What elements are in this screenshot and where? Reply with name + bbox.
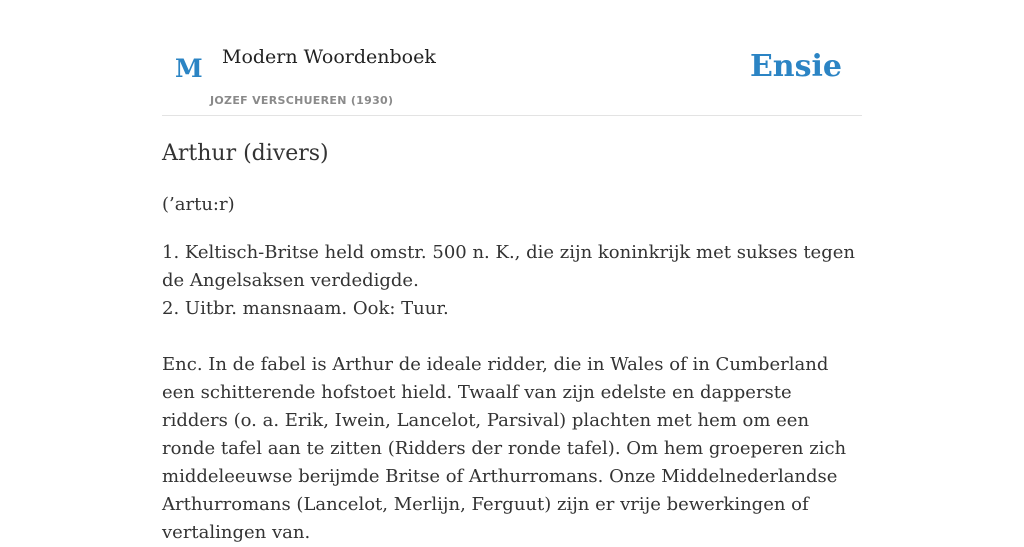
book-author: JOZEF VERSCHUEREN (1930): [210, 94, 394, 107]
definition-item: 1. Keltisch-Britse held omstr. 500 n. K., die zijn koninkrijk met sukses tegen de Angelsaksen verdedigde.: [162, 242, 855, 291]
book-logo-icon[interactable]: M: [175, 54, 203, 83]
ensie-logo-link[interactable]: Ensie: [749, 49, 842, 84]
entry-definitions: [162, 239, 862, 323]
encyclopedia-text: Enc. In de fabel is Arthur de ideale ridder, die in Wales of in Cumberland een schitterende hofstoet hield. Twaalf van zijn edelste en dapperste ridders (o. a. Erik, Iwein, Lancelot, Parsival) plachten met hem om een ronde tafel aan te zitten (Ridders der ronde tafel). Om hem groeperen zich middeleeuwse berijmde Britse of Arthurromans. Onze Middelnederlandse Arthurromans (Lancelot, Merlijn, Ferguut) zijn er vrije bewerkingen of vertalingen van.: [162, 354, 847, 543]
book-title-link[interactable]: Modern Woordenboek: [222, 46, 436, 68]
entry-title: Arthur (divers): [162, 141, 329, 166]
definition-item: 2. Uitbr. mansnaam. Ook: Tuur.: [162, 298, 449, 319]
entry-pronunciation: (’artu:r): [162, 194, 235, 215]
site-header: [162, 0, 862, 116]
page: [162, 0, 862, 543]
